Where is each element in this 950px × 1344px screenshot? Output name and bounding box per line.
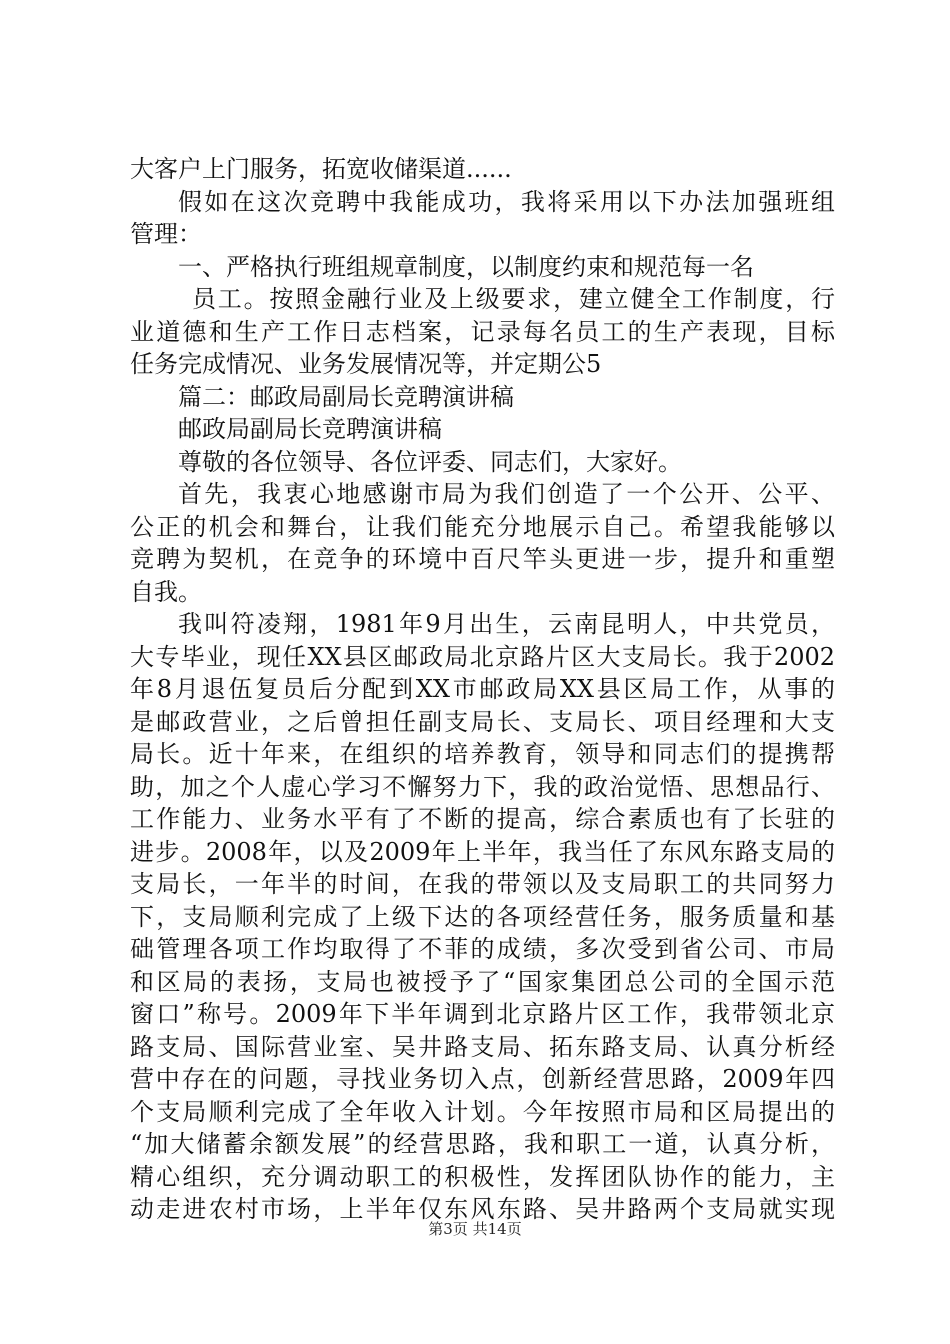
text-line: 进步。2008年，以及2009年上半年，我当任了东风东路支局的 [130,837,835,866]
text-line: 任务完成情况、业务发展情况等，并定期公5 [130,350,602,378]
text-line: 我叫符凌翔，1981年9月出生，云南昆明人，中共党员， [178,610,835,638]
text-line: 业道德和生产工作日志档案，记录每名员工的生产表现，目标 [130,317,835,346]
text-line: 公正的机会和舞台，让我们能充分地展示自己。希望我能够以 [130,512,835,541]
text-line: 大专毕业，现任XX县区邮政局北京路片区大支局长。我于2002 [130,642,835,671]
text-line: 首先，我衷心地感谢市局为我们创造了一个公开、公平、 [178,480,835,508]
text-line: 工作能力、业务水平有了不断的提高，综合素质也有了长驻的 [130,805,835,833]
text-line: 假如在这次竞聘中我能成功，我将采用以下办法加强班组 [178,187,835,216]
text-line: 助，加之个人虚心学习不懈努力下，我的政治觉悟、思想品行、 [130,772,835,801]
text-line: 路支局、国际营业室、吴井路支局、拓东路支局、认真分析经 [130,1032,835,1061]
text-line: 年8月退伍复员后分配到XX市邮政局XX县区局工作，从事的 [130,675,835,703]
text-line: 竞聘为契机，在竞争的环境中百尺竿头更进一步，提升和重塑 [130,545,835,573]
text-line: 局长。近十年来，在组织的培养教育，领导和同志们的提携帮 [130,740,835,768]
text-line: 大客户上门服务，拓宽收储渠道...... [130,155,512,183]
document-body [130,153,835,1226]
text-line: 动走进农村市场，上半年仅东风东路、吴井路两个支局就实现 [130,1195,835,1223]
section-heading: 篇二：邮政局副局长竞聘演讲稿 [178,382,514,411]
text-line: 是邮政营业，之后曾担任副支局长、支局长、项目经理和大支 [130,707,835,736]
text-line: 窗口”称号。2009年下半年调到北京路片区工作，我带领北京 [130,1000,835,1028]
page-footer [0,1218,950,1239]
text-line: 员工。按照金融行业及上级要求，建立健全工作制度，行 [192,285,835,313]
document-title: 邮政局副局长竞聘演讲稿 [178,415,442,443]
text-line: 管理： [130,220,202,248]
text-line: “加大储蓄余额发展”的经营思路，我和职工一道，认真分析， [130,1130,835,1158]
text-line: 精心组织，充分调动职工的积极性，发挥团队协作的能力，主 [130,1162,835,1191]
text-line: 支局长，一年半的时间，在我的带领以及支局职工的共同努力 [130,870,835,898]
text-line: 础管理各项工作均取得了不菲的成绩，多次受到省公司、市局 [130,935,835,963]
text-line: 个支局顺利完成了全年收入计划。今年按照市局和区局提出的 [130,1097,835,1126]
text-line: 和区局的表扬，支局也被授予了“国家集团总公司的全国示范 [130,967,835,996]
text-line: 自我。 [130,577,202,606]
text-line: 营中存在的问题，寻找业务切入点，创新经营思路，2009年四 [130,1065,835,1093]
page-number: 第3页 共14页 [428,1220,522,1238]
text-line: 下，支局顺利完成了上级下达的各项经营任务，服务质量和基 [130,902,835,931]
greeting-line: 尊敬的各位领导、各位评委、同志们，大家好。 [178,447,682,476]
text-line: 一、严格执行班组规章制度，以制度约束和规范每一名 [178,252,754,281]
